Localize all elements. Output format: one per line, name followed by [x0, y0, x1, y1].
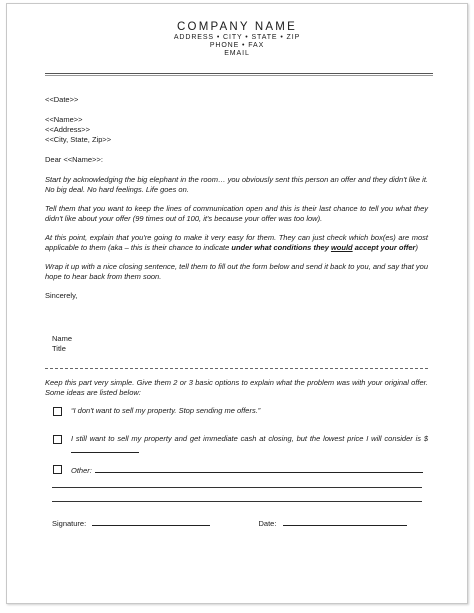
closing: Sincerely, [45, 291, 78, 300]
letter-body [45, 95, 428, 354]
signature-row [52, 517, 432, 529]
option-2-label [71, 434, 428, 456]
option-2-text: I still want to sell my property and get immediate cash at closing, but the lowest price I will consider is $ [71, 434, 428, 443]
other-line-3[interactable] [52, 501, 422, 502]
paragraph-1: Start by acknowledging the big elephant in the room… you obviously sent this person an offer and they didn't like it. No big deal. No hard feelings. Life goes on. [45, 175, 428, 194]
paragraph-3-text: At this point, explain that you're going to make it very easy for them. They can just check which box(es) are most applicable to them (aka – this is their chance to indicate [45, 233, 428, 252]
paragraph-3-emphasis: under what conditions they [231, 243, 331, 252]
paragraph-3-underlined: would [330, 243, 353, 252]
date-input[interactable] [283, 517, 407, 526]
option-2-checkbox[interactable] [53, 435, 62, 444]
date-label: Date: [258, 519, 277, 528]
paragraph-3 [45, 233, 428, 253]
paragraph-4: Wrap it up with a nice closing sentence, tell them to fill out the form below and send it back to you, and say that you hope to hear back from them soon. [45, 262, 428, 281]
option-3-text: Other: [71, 466, 92, 475]
price-input[interactable] [71, 444, 139, 453]
paragraph-3-emphasis-end: accept your offer [352, 243, 416, 252]
letterhead [7, 20, 467, 58]
phone-line: PHONE • FAX [209, 42, 265, 49]
email-line: EMAIL [224, 50, 250, 57]
signature-input[interactable] [92, 517, 210, 526]
other-input[interactable] [95, 464, 423, 473]
other-line-2[interactable] [52, 487, 422, 488]
date-field: <<Date>> [45, 95, 79, 104]
letter-page [6, 3, 468, 604]
recipient-city-state-zip: <<City, State, Zip>> [45, 135, 112, 144]
option-3-label [71, 464, 428, 476]
header-divider-secondary [45, 75, 433, 76]
response-form [45, 378, 428, 475]
recipient-address: <<Address>> [45, 125, 91, 134]
sender-title: Title [52, 344, 66, 353]
option-1-label: “I don't want to sell my property. Stop sending me offers.” [71, 406, 261, 415]
salutation: Dear <<Name>>: [45, 155, 103, 164]
address-line: ADDRESS • CITY • STATE • ZIP [173, 34, 301, 41]
form-intro: Keep this part very simple. Give them 2 or 3 basic options to explain what the problem was with your original offer. Some ideas are listed below: [45, 378, 428, 397]
option-1-checkbox[interactable] [53, 407, 62, 416]
sender-name: Name [52, 334, 73, 343]
header-divider [45, 73, 433, 74]
cut-line [45, 368, 428, 369]
paragraph-2: Tell them that you want to keep the lines of communication open and this is their last chance to tell you what they didn't like about your offer (99 times out of 100, it's because your offer was too low). [45, 204, 428, 223]
option-3-checkbox[interactable] [53, 465, 62, 474]
recipient-name: <<Name>> [45, 115, 83, 124]
company-name: COMPANY NAME [177, 21, 297, 33]
signature-label: Signature: [52, 519, 87, 528]
paragraph-3-close: ) [415, 243, 418, 252]
